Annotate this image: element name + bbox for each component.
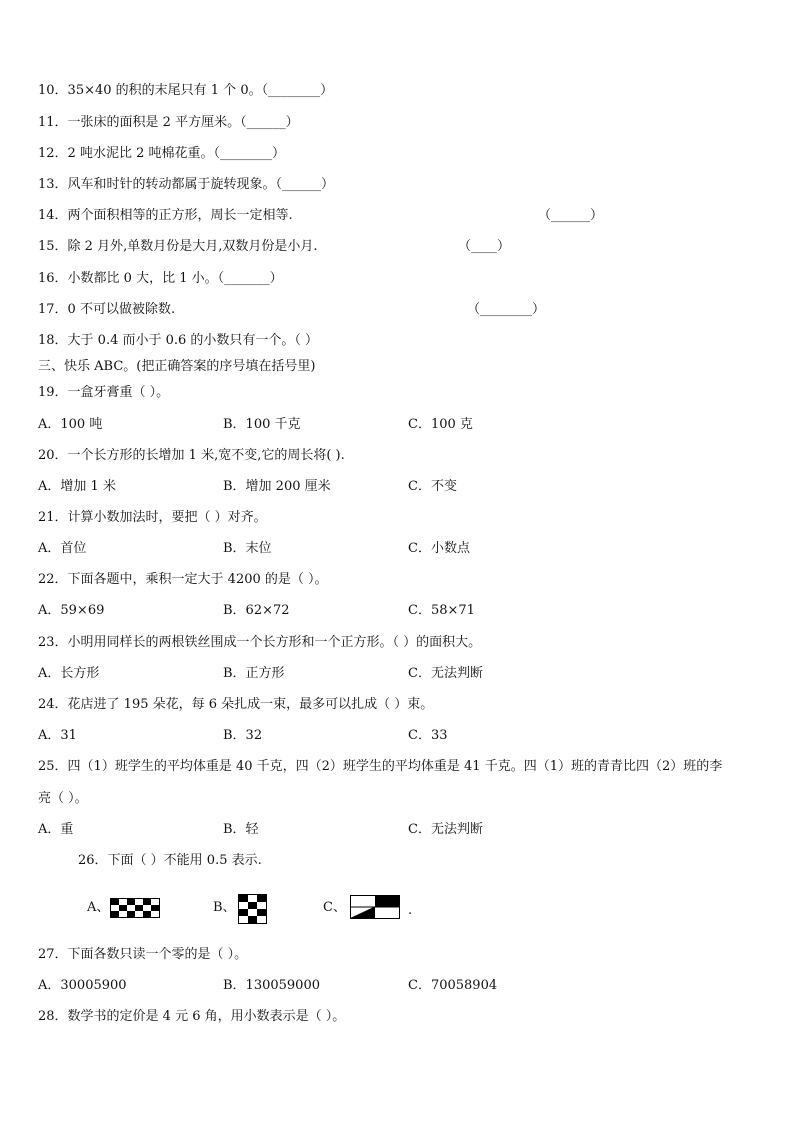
question-23: 23．小明用同样长的两根铁丝围成一个长方形和一个正方形。（ ）的面积大。 [38, 635, 482, 650]
option-27-c: C．70058904 [408, 978, 498, 993]
question-22: 22．下面各题中，乘积一定大于 4200 的是（ ）。 [38, 572, 328, 587]
option-23-c: C．无法判断 [408, 666, 483, 681]
option-24-b: B．32 [223, 728, 263, 743]
option-23-a: A．长方形 [38, 666, 100, 681]
option-21-c: C．小数点 [408, 541, 470, 556]
option-26-c: C、 [323, 900, 346, 915]
question-25: 25．四（1）班学生的平均体重是 40 千克，四（2）班学生的平均体重是 41 千克。四（1）班的青青比四（2）班的李 [38, 759, 723, 774]
question-14: 14．两个面积相等的正方形，周长一定相等. [38, 208, 293, 223]
option-22-a: A．59×69 [38, 603, 105, 618]
question-24: 24．花店进了 195 朵花，每 6 朵扎成一束，最多可以扎成（ ）束。 [38, 697, 434, 712]
option-20-b: B．增加 200 厘米 [223, 479, 331, 494]
option-25-c: C．无法判断 [408, 822, 483, 837]
question-19: 19．一盒牙膏重（ ）。 [38, 385, 170, 400]
question-12: 12．2 吨水泥比 2 吨棉花重。（________） [38, 146, 285, 161]
option-21-b: B．末位 [223, 541, 272, 556]
question-10: 10．35×40 的积的末尾只有 1 个 0。（________） [38, 83, 334, 98]
answer-blank-15: （____） [458, 239, 511, 254]
option-22-b: B．62×72 [223, 603, 290, 618]
option-21-a: A．首位 [38, 541, 87, 556]
question-11: 11．一张床的面积是 2 平方厘米。（______） [38, 115, 299, 130]
option-26-b: B、 [213, 900, 236, 915]
option-19-a: A．100 吨 [38, 417, 103, 432]
question-18: 18．大于 0.4 而小于 0.6 的小数只有一个。（ ） [38, 333, 319, 348]
option-25-a: A．重 [38, 822, 74, 837]
figure-26-c [350, 895, 400, 919]
question-26-period: . [408, 903, 413, 918]
option-20-a: A．增加 1 米 [38, 479, 116, 494]
option-25-b: B．轻 [223, 822, 259, 837]
option-20-c: C．不变 [408, 479, 457, 494]
option-19-b: B．100 千克 [223, 417, 301, 432]
option-24-c: C．33 [408, 728, 448, 743]
option-27-a: A．30005900 [38, 978, 127, 993]
question-17: 17．0 不可以做被除数. [38, 302, 176, 317]
question-16: 16．小数都比 0 大，比 1 小。（_______） [38, 271, 283, 286]
question-28: 28．数学书的定价是 4 元 6 角，用小数表示是（ ）。 [38, 1009, 346, 1024]
question-15: 15．除 2 月外,单数月份是大月,双数月份是小月. [38, 239, 318, 254]
option-19-c: C．100 克 [408, 417, 473, 432]
question-26: 26．下面（ ）不能用 0.5 表示. [78, 853, 262, 868]
question-25-continued: 亮（ ）。 [38, 791, 88, 806]
question-20: 20．一个长方形的长增加 1 米,宽不变,它的周长将( ). [38, 448, 345, 463]
option-26-a: A、 [87, 900, 110, 915]
answer-blank-14: （______） [538, 208, 604, 223]
option-27-b: B．130059000 [223, 978, 320, 993]
question-27: 27．下面各数只读一个零的是（ ）。 [38, 947, 248, 962]
option-22-c: C．58×71 [408, 603, 475, 618]
figure-26-b [238, 894, 267, 924]
section-title: 三、快乐 ABC。(把正确答案的序号填在括号里) [38, 359, 316, 374]
answer-blank-17: （________） [467, 302, 546, 317]
option-23-b: B．正方形 [223, 666, 285, 681]
question-13: 13．风车和时针的转动都属于旋转现象。（______） [38, 177, 335, 192]
option-24-a: A．31 [38, 728, 77, 743]
question-21: 21．计算小数加法时，要把（ ）对齐。 [38, 510, 267, 525]
figure-26-a [110, 898, 160, 918]
